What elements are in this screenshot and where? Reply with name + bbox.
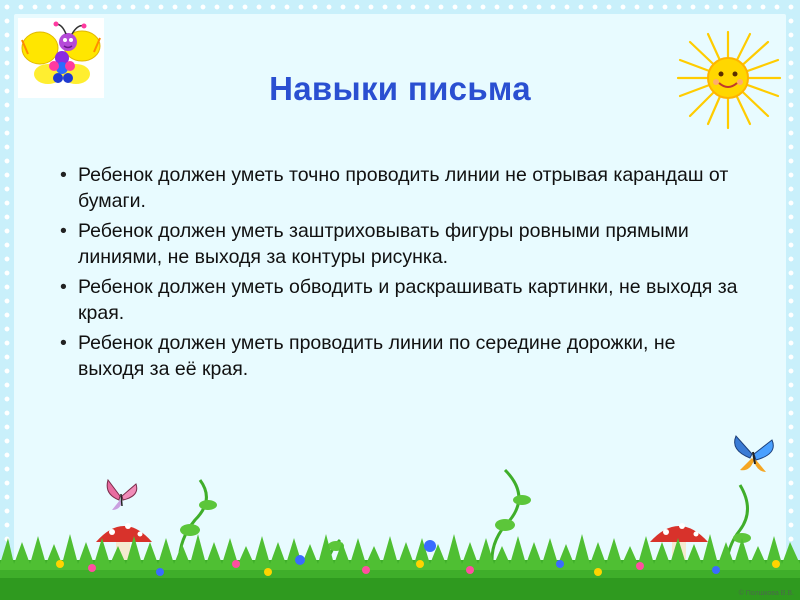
slide-title: Навыки письма: [269, 70, 531, 107]
skills-list: [58, 162, 738, 386]
copyright-credit: © Полшкова В.В.: [738, 590, 794, 597]
list-item: • Ребенок должен уметь обводить и раскрашивать картинки, не выходя за края.: [58, 274, 738, 326]
list-item: • Ребенок должен уметь точно проводить линии не отрывая карандаш от бумаги.: [58, 162, 738, 214]
list-item: • Ребенок должен уметь заштриховывать фигуры ровными прямыми линиями, не выходя за контуры рисунка.: [58, 218, 738, 270]
meadow-decoration: [0, 460, 800, 600]
list-item: • Ребенок должен уметь проводить линии по середине дорожки, не выходя за её края.: [58, 330, 738, 382]
